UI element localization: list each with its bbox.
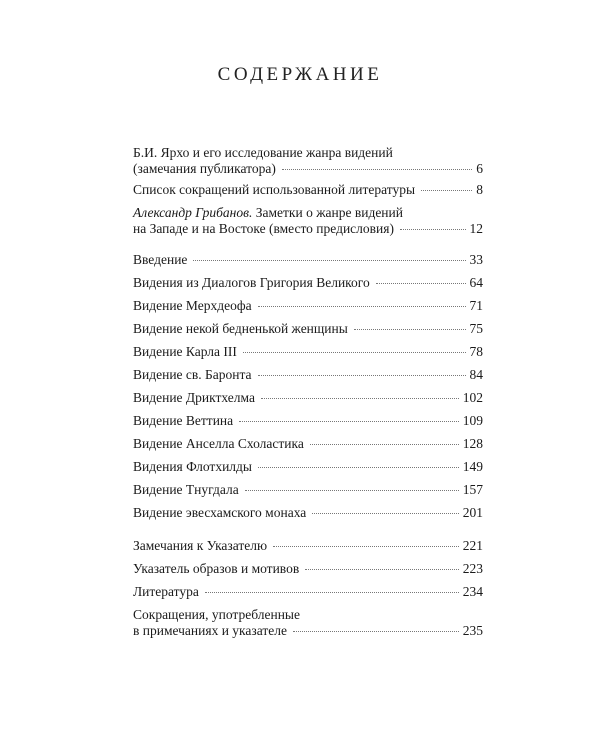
- toc-entry-title: Видение Мерхдеофа: [133, 298, 252, 313]
- toc-entry[interactable]: [133, 205, 483, 237]
- toc-entry-title: Видение эвесхамского монаха: [133, 505, 307, 520]
- toc-page-number: 102: [462, 390, 483, 405]
- toc-entry-row: [133, 161, 483, 177]
- toc-page-number: 33: [469, 252, 483, 267]
- dot-leader: [273, 545, 459, 547]
- toc-entry-row: [133, 367, 483, 383]
- dot-leader: [310, 443, 459, 445]
- toc-page-number: 109: [462, 413, 483, 428]
- toc-entry-line: Б.И. Ярхо и его исследование жанра видений: [133, 145, 393, 160]
- dot-leader: [258, 466, 459, 468]
- toc-entry-title: в примечаниях и указателе: [133, 623, 288, 638]
- toc-page-number: 221: [462, 538, 483, 553]
- toc-entry[interactable]: [133, 145, 483, 177]
- toc-page-number: 75: [469, 321, 483, 336]
- dot-leader: [400, 228, 466, 230]
- dot-leader: [243, 351, 466, 353]
- dot-leader: [261, 397, 459, 399]
- toc-entry-title: на Западе и на Востоке (вместо предисловия): [133, 221, 394, 236]
- toc-page-number: 223: [462, 561, 483, 576]
- toc-entry[interactable]: [133, 390, 483, 406]
- toc-entry-row: [133, 321, 483, 337]
- toc-page-number: 71: [469, 298, 483, 313]
- toc-entry[interactable]: [133, 344, 483, 360]
- toc-entry-title: Видение Тнугдала: [133, 482, 239, 497]
- toc-entry[interactable]: [133, 413, 483, 429]
- toc-entry-row: [133, 561, 483, 577]
- toc-entry-row: [133, 221, 483, 237]
- toc-entry-row: [133, 344, 483, 360]
- toc-entry-title: Замечания к Указателю: [133, 538, 268, 553]
- toc-entry[interactable]: [133, 182, 483, 198]
- toc-entry-row: [133, 505, 483, 521]
- toc-entry-row: [133, 538, 483, 554]
- toc-entry-title: Видения из Диалогов Григория Великого: [133, 275, 370, 290]
- toc-entry-title: Заметки о жанре видений: [252, 205, 403, 220]
- dot-leader: [312, 512, 458, 514]
- toc-entry-row: [133, 584, 483, 600]
- toc-entry[interactable]: [133, 459, 483, 475]
- dot-leader: [205, 591, 459, 593]
- toc-entry-title: Список сокращений использованной литературы: [133, 182, 416, 197]
- toc-entry[interactable]: [133, 275, 483, 291]
- page-title: СОДЕРЖАНИЕ: [217, 64, 383, 85]
- toc-page-number: 149: [462, 459, 483, 474]
- dot-leader: [305, 568, 459, 570]
- toc-entry[interactable]: [133, 538, 483, 554]
- dot-leader: [354, 328, 466, 330]
- toc-entry-title: (замечания публикатора): [133, 161, 276, 176]
- toc-entry[interactable]: [133, 367, 483, 383]
- toc-entry-title: Указатель образов и мотивов: [133, 561, 300, 576]
- toc-entry-title: Видение Дриктхелма: [133, 390, 255, 405]
- toc-page-number: 234: [462, 584, 483, 599]
- toc-entry-row: [133, 298, 483, 314]
- toc-page-number: 84: [469, 367, 483, 382]
- toc-entry-title: Видение св. Баронта: [133, 367, 252, 382]
- toc-entry-row: [133, 623, 483, 639]
- toc-entry-line: Сокращения, употребленные: [133, 607, 300, 622]
- toc-entry-row: [133, 482, 483, 498]
- dot-leader: [293, 630, 459, 632]
- toc-page-number: 12: [469, 221, 483, 236]
- toc-entry[interactable]: [133, 505, 483, 521]
- toc-page-number: 8: [476, 182, 483, 197]
- toc-entry-row: [133, 413, 483, 429]
- toc-entry-title: Видения Флотхилды: [133, 459, 252, 474]
- toc-entry-title: Видение некой бедненькой женщины: [133, 321, 348, 336]
- dot-leader: [258, 305, 466, 307]
- toc-page-number: 235: [462, 623, 483, 638]
- dot-leader: [258, 374, 466, 376]
- toc-entry[interactable]: [133, 298, 483, 314]
- toc-entry-row: [133, 459, 483, 475]
- dot-leader: [193, 259, 465, 261]
- toc-entry[interactable]: [133, 482, 483, 498]
- dot-leader: [239, 420, 459, 422]
- toc-page-number: 78: [469, 344, 483, 359]
- dot-leader: [282, 168, 472, 170]
- toc-entry-title: Видение Веттина: [133, 413, 234, 428]
- toc-entry-title: Видение Анселла Схоластика: [133, 436, 304, 451]
- toc-entry-author: Александр Грибанов.: [133, 205, 253, 220]
- toc-entry-row: [133, 436, 483, 452]
- toc-page-number: 201: [462, 505, 483, 520]
- toc-entry-row: [133, 390, 483, 406]
- toc-entry-row: [133, 252, 483, 268]
- toc-entry-row: [133, 275, 483, 291]
- toc-entry-row: [133, 182, 483, 198]
- dot-leader: [376, 282, 466, 284]
- toc-entry-line: [133, 205, 483, 221]
- toc-entry-title: Введение: [133, 252, 188, 267]
- toc-entry[interactable]: [133, 252, 483, 268]
- toc-entry[interactable]: [133, 561, 483, 577]
- toc-entry[interactable]: [133, 607, 483, 639]
- toc-page-number: 128: [462, 436, 483, 451]
- dot-leader: [421, 189, 472, 191]
- toc-page-number: 6: [476, 161, 483, 176]
- toc-entry[interactable]: [133, 584, 483, 600]
- toc-entry-title: Видение Карла III: [133, 344, 237, 359]
- toc-entry[interactable]: [133, 436, 483, 452]
- toc-page-number: 64: [469, 275, 483, 290]
- toc-page-number: 157: [462, 482, 483, 497]
- dot-leader: [245, 489, 459, 491]
- toc-entry[interactable]: [133, 321, 483, 337]
- toc-entry-title: Литература: [133, 584, 199, 599]
